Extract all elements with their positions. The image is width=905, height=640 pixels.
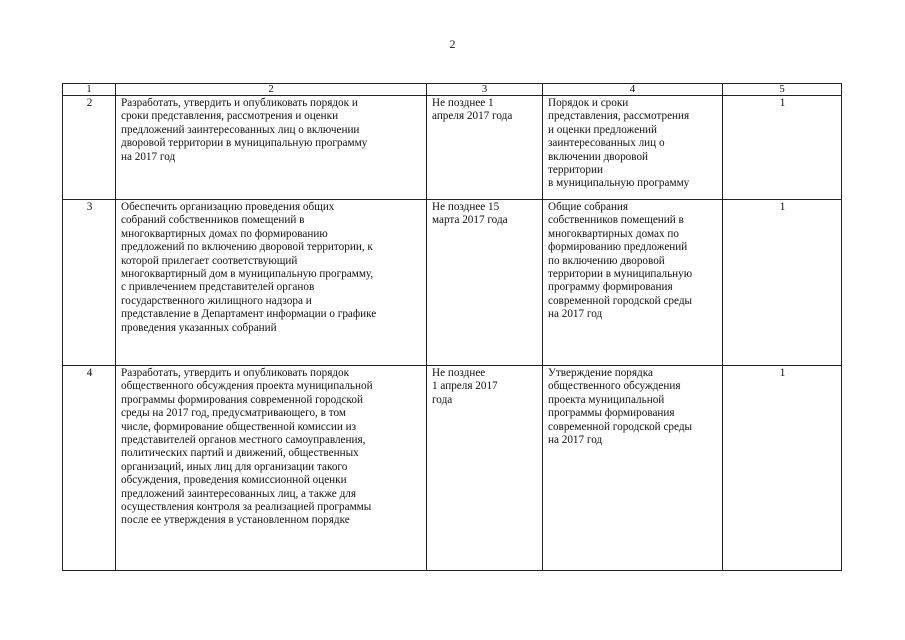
result-line: на 2017 год <box>548 308 603 321</box>
task-line: политических партий и движений, общественных <box>121 447 359 460</box>
task-line: которой прилегает соответствующий <box>121 254 298 267</box>
deadline-line: Не позднее 1 <box>432 97 494 109</box>
result-line: современной городской среды <box>548 420 693 433</box>
task-line: представление в Департамент информации о графике <box>121 308 377 321</box>
task-line: проведения указанных собраний <box>121 321 277 334</box>
column-number-header: 4 <box>543 84 723 96</box>
table-row <box>63 96 842 200</box>
task-line: организаций, иных лиц для организации такого <box>121 460 348 473</box>
result-line: проекта муниципальной <box>548 393 665 406</box>
result-line: включении дворовой <box>548 150 649 163</box>
deadline-cell <box>427 200 543 366</box>
result-line: по включению дворовой <box>548 254 665 267</box>
task-line: среды на 2017 год, предусматривающего, в том <box>121 407 346 420</box>
table-row <box>63 366 842 571</box>
result-cell <box>543 96 723 200</box>
task-line: многоквартирный дом в муниципальную программу, <box>121 268 374 281</box>
row-number: 3 <box>63 200 116 366</box>
deadline-cell <box>427 96 543 200</box>
deadline-line: 1 апреля 2017 <box>432 380 498 393</box>
task-line: Разработать, утвердить и опубликовать порядок <box>121 367 350 379</box>
page-number: 2 <box>449 37 456 51</box>
result-line: представления, рассмотрения <box>548 110 690 123</box>
result-line: территории <box>548 164 603 177</box>
task-line: осуществления контроля за реализацией программы <box>121 501 372 514</box>
table-row <box>63 200 842 366</box>
count-cell: 1 <box>723 96 842 200</box>
result-line: программу формирования <box>548 281 673 294</box>
task-line: собраний собственников помещений в <box>121 214 305 227</box>
column-number-header: 3 <box>427 84 543 96</box>
row-number: 2 <box>63 96 116 200</box>
table-header-row <box>63 84 842 96</box>
column-number-header: 5 <box>723 84 842 96</box>
result-line: программы формирования <box>548 407 675 420</box>
result-line: собственников помещений в <box>548 214 684 227</box>
result-line: Утверждение порядка <box>548 367 653 379</box>
deadline-line: Не позднее <box>432 367 486 379</box>
result-line: многоквартирных домах по <box>548 227 679 240</box>
task-line: многоквартирных домах по формированию <box>121 227 328 240</box>
result-line: Общие собрания <box>548 201 629 213</box>
task-line: представителей органов местного самоуправления, <box>121 434 366 447</box>
task-cell <box>116 366 427 571</box>
result-line: на 2017 год <box>548 434 603 447</box>
task-line: общественного обсуждения проекта муниципальной <box>121 380 373 393</box>
activity-plan-table <box>62 83 842 571</box>
row-number: 4 <box>63 366 116 571</box>
task-cell <box>116 96 427 200</box>
result-line: заинтересованных лиц о <box>548 137 665 150</box>
task-line: сроки представления, рассмотрения и оценки <box>121 110 339 123</box>
result-line: Порядок и сроки <box>548 97 629 109</box>
count-cell: 1 <box>723 366 842 571</box>
task-line: дворовой территории в муниципальную программу <box>121 137 368 150</box>
task-line: предложений заинтересованных лиц о включении <box>121 123 360 136</box>
result-line: формированию предложений <box>548 241 688 254</box>
task-line: после ее утверждения в установленном порядке <box>121 514 350 527</box>
task-line: предложений заинтересованных лиц, а также для <box>121 487 356 500</box>
deadline-line: года <box>432 393 453 406</box>
deadline-line: марта 2017 года <box>432 214 508 227</box>
result-cell <box>543 200 723 366</box>
task-line: числе, формирование общественной комиссии из <box>121 420 357 433</box>
task-line: с привлечением представителей органов <box>121 281 315 294</box>
result-line: в муниципальную программу <box>548 177 690 190</box>
deadline-line: Не позднее 15 <box>432 201 500 213</box>
deadline-cell <box>427 366 543 571</box>
result-line: территории в муниципальную <box>548 268 693 281</box>
column-number-header: 1 <box>63 84 116 96</box>
task-line: на 2017 год <box>121 150 176 163</box>
result-cell <box>543 366 723 571</box>
result-line: современной городской среды <box>548 294 693 307</box>
task-line: предложений по включению дворовой территории, к <box>121 241 373 254</box>
result-line: общественного обсуждения <box>548 380 681 393</box>
task-line: государственного жилищного надзора и <box>121 294 312 307</box>
result-line: и оценки предложений <box>548 123 658 136</box>
column-number-header: 2 <box>116 84 427 96</box>
deadline-line: апреля 2017 года <box>432 110 513 123</box>
task-line: Обеспечить организацию проведения общих <box>121 201 335 213</box>
task-line: Разработать, утвердить и опубликовать порядок и <box>121 97 358 109</box>
count-cell: 1 <box>723 200 842 366</box>
task-line: обсуждения, проведения комиссионной оценки <box>121 474 347 487</box>
task-line: программы формирования современной городской <box>121 393 364 406</box>
task-cell <box>116 200 427 366</box>
